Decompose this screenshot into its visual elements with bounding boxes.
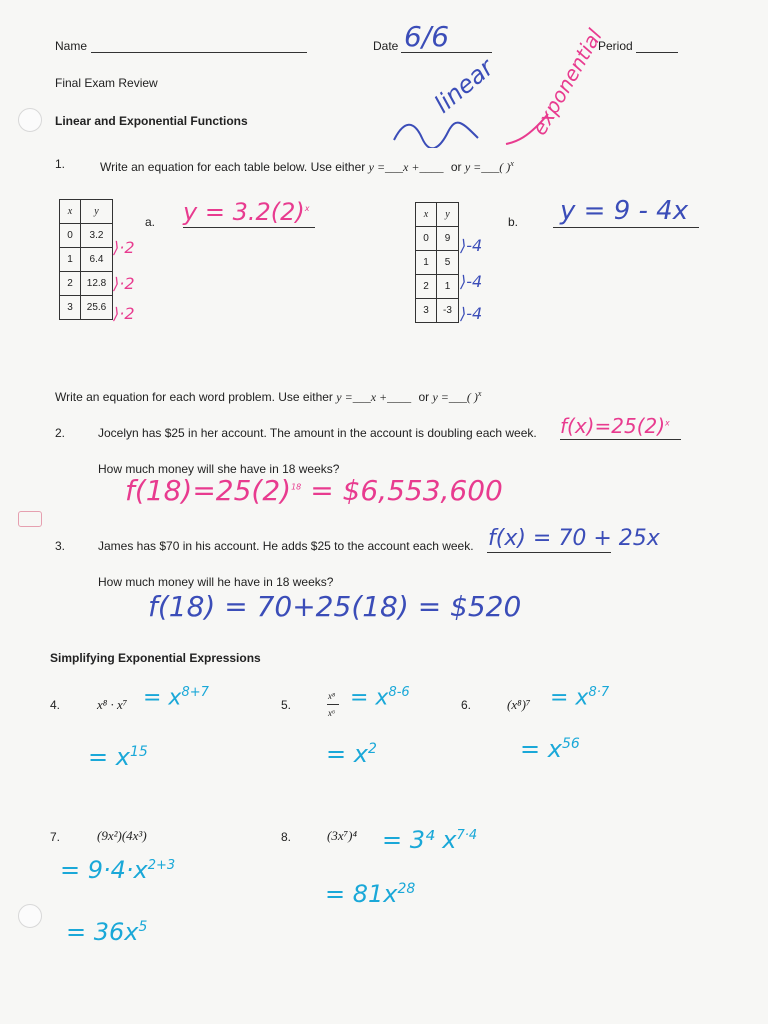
section-heading-linear-exponential: Linear and Exponential Functions <box>55 114 248 128</box>
q8-work-step2: = $81x^{28}$ <box>325 880 416 908</box>
binder-hole-top <box>18 108 42 132</box>
q3-question: How much money will he have in 18 weeks? <box>98 575 334 589</box>
table-b-cell: 1 <box>416 251 437 275</box>
q2-text: Jocelyn has $25 in her account. The amount in the account is doubling each week. <box>98 426 537 440</box>
name-field[interactable] <box>91 52 307 53</box>
table-b-cell: 0 <box>416 227 437 251</box>
q5-number: 5. <box>281 698 292 712</box>
q4-work-step1: = $x^{8+7}$ <box>143 685 209 711</box>
answer-b-line[interactable] <box>553 227 699 228</box>
table-b-diff-mark: ⟩-4 <box>460 272 483 291</box>
q3-answer: f(x) = 70 + 25x <box>488 526 660 551</box>
table-b-cell: 2 <box>416 275 437 299</box>
name-label: Name <box>55 39 88 53</box>
binder-hole-middle <box>18 511 42 527</box>
part-b-label: b. <box>508 215 519 229</box>
table-b-cell: 9 <box>437 227 459 251</box>
table-b-header-x: x <box>416 203 437 227</box>
q2-answer: $f(x)=25(2)^x$ <box>560 414 670 438</box>
q8-expression: (3x⁷)⁴ <box>327 828 357 843</box>
squiggle-line <box>392 118 482 148</box>
answer-b: y = 9 - 4x <box>560 196 689 226</box>
part-a-label: a. <box>145 215 156 229</box>
table-a-cell: 6.4 <box>81 248 113 272</box>
date-label: Date <box>373 39 399 53</box>
table-a <box>59 199 113 320</box>
table-a-header-y: y <box>81 200 113 224</box>
answer-a-line[interactable] <box>183 227 315 228</box>
q3-answer-line[interactable] <box>487 552 611 553</box>
period-field[interactable] <box>636 52 678 53</box>
q1-instructions: Write an equation for each table below. Use either y =___x +____ or y =___( )$^x$ <box>100 159 514 174</box>
q2-number: 2. <box>55 426 66 440</box>
table-b <box>415 202 459 323</box>
date-value: 6/6 <box>404 20 450 53</box>
table-a-cell: 3 <box>60 296 81 320</box>
q3-text: James has $70 in his account. He adds $25 to the account each week. <box>98 539 474 553</box>
table-a-ratio-mark: ⟩·2 <box>113 238 135 257</box>
table-a-cell: 2 <box>60 272 81 296</box>
q3-work: f(18) = 70+25(18) = $520 <box>148 590 522 623</box>
table-a-ratio-mark: ⟩·2 <box>113 304 135 323</box>
exponential-curve <box>502 112 552 148</box>
table-a-ratio-mark: ⟩·2 <box>113 274 135 293</box>
period-label: Period <box>598 39 633 53</box>
section-heading-simplifying: Simplifying Exponential Expressions <box>50 651 261 665</box>
table-a-cell: 0 <box>60 224 81 248</box>
q2-work: $f(18)=25(2)^{18}$ = $6,553,600 <box>125 474 503 507</box>
q5-denominator: x⁶ <box>328 708 336 718</box>
q6-work-step1: = $x^{8\cdot 7}$ <box>550 685 610 711</box>
table-b-cell: 1 <box>437 275 459 299</box>
margin-note-exponential: exponential <box>527 24 607 140</box>
margin-note-linear: linear <box>428 53 499 119</box>
q5-fraction-bar <box>327 704 339 705</box>
q2-answer-line[interactable] <box>560 439 681 440</box>
answer-a: $y = 3.2(2)^x$ <box>183 198 310 226</box>
table-a-header-x: x <box>60 200 81 224</box>
doc-title: Final Exam Review <box>55 76 158 90</box>
q2-question: How much money will she have in 18 weeks? <box>98 462 340 476</box>
q7-number: 7. <box>50 830 61 844</box>
table-b-diff-mark: ⟩-4 <box>460 236 483 255</box>
q5-work-step2: = $x^2$ <box>326 740 377 768</box>
q6-expression: (x⁸)⁷ <box>507 697 531 712</box>
q5-numerator: x⁸ <box>328 691 336 701</box>
q3-number: 3. <box>55 539 66 553</box>
q6-work-step2: = $x^{56}$ <box>520 735 580 763</box>
q6-number: 6. <box>461 698 472 712</box>
q5-work-step1: = $x^{8-6}$ <box>350 685 410 711</box>
q7-work-step2: = $36x^5$ <box>66 918 148 946</box>
q4-expression: x⁸ · x⁷ <box>97 697 128 712</box>
word-problem-instructions: Write an equation for each word problem. Use either y =___x +____ or y =___( )$^x$ <box>55 389 482 404</box>
table-a-cell: 12.8 <box>81 272 113 296</box>
table-b-cell: 5 <box>437 251 459 275</box>
table-a-cell: 1 <box>60 248 81 272</box>
table-b-cell: -3 <box>437 299 459 323</box>
table-b-header-y: y <box>437 203 459 227</box>
q4-work-step2: = $x^{15}$ <box>88 743 148 771</box>
binder-hole-bottom <box>18 904 42 928</box>
q8-number: 8. <box>281 830 292 844</box>
table-a-cell: 25.6 <box>81 296 113 320</box>
q7-expression: (9x²)(4x³) <box>97 828 147 843</box>
q1-number: 1. <box>55 157 66 171</box>
q7-work-step1: = $9\cdot 4\cdot x^{2+3}$ <box>60 856 176 884</box>
table-a-cell: 3.2 <box>81 224 113 248</box>
table-b-cell: 3 <box>416 299 437 323</box>
q8-work-step1: = 3⁴ $x^{7\cdot 4}$ <box>382 826 478 854</box>
q4-number: 4. <box>50 698 61 712</box>
table-b-diff-mark: ⟩-4 <box>460 304 483 323</box>
